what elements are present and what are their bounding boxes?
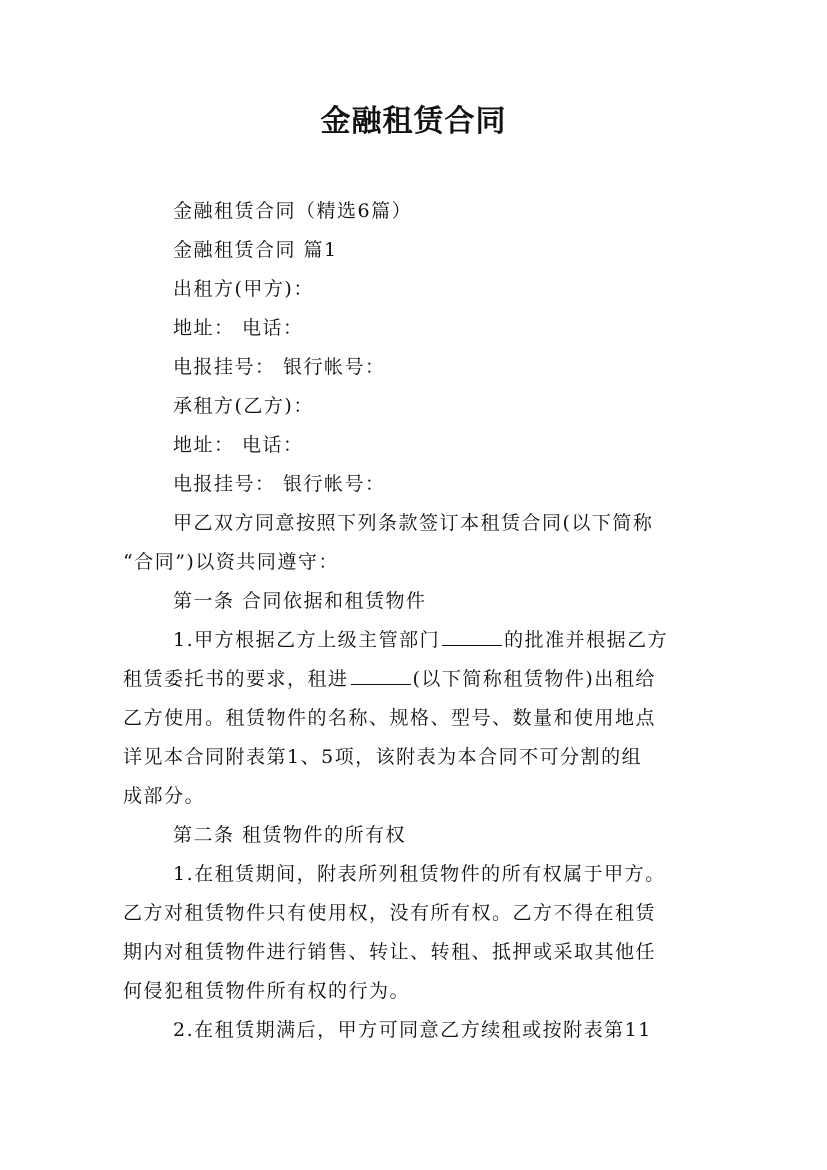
lessee-bank: 电报挂号： 银行帐号： bbox=[173, 473, 386, 495]
lessee-label: 承租方(乙方)： bbox=[173, 395, 314, 417]
article-2-para-line: 乙方对租赁物件只有使用权，没有所有权。乙方不得在租赁 bbox=[123, 902, 657, 924]
agreement-line-2: “合同”)以资共同遵守： bbox=[123, 551, 339, 573]
article-2-para-line: 何侵犯租赁物件所有权的行为。 bbox=[123, 980, 411, 1002]
document-body bbox=[123, 192, 709, 1050]
article-2-para-line: 期内对租赁物件进行销售、转让、转租、抵押或采取其他任 bbox=[123, 941, 657, 963]
agreement-line-1: 甲乙双方同意按照下列条款签订本租赁合同(以下简称 bbox=[173, 512, 654, 534]
article-1-para-line: 乙方使用。租赁物件的名称、规格、型号、数量和使用地点 bbox=[123, 707, 657, 729]
article-2-para-line: 1.在租赁期间，附表所列租赁物件的所有权属于甲方。 bbox=[173, 863, 666, 885]
article-1-para-line: 租赁委托书的要求，租进 (以下简称租赁物件)出租给 bbox=[123, 668, 656, 690]
subtitle: 金融租赁合同（精选6篇） bbox=[173, 200, 413, 222]
lessor-label: 出租方(甲方)： bbox=[173, 278, 314, 300]
blank-underline bbox=[442, 644, 502, 646]
section-heading: 金融租赁合同 篇1 bbox=[173, 239, 338, 261]
article-2-para-line: 2.在租赁期满后，甲方可同意乙方续租或按附表第11 bbox=[173, 1019, 652, 1041]
lessee-address: 地址： 电话： bbox=[173, 434, 304, 456]
article-1-para-line: 成部分。 bbox=[123, 785, 206, 807]
article-1-para-line: 详见本合同附表第1、5项，该附表为本合同不可分割的组 bbox=[123, 746, 643, 768]
lessor-bank: 电报挂号： 银行帐号： bbox=[173, 356, 386, 378]
article-1-para-line: 1.甲方根据乙方上级主管部门 的批准并根据乙方 bbox=[173, 629, 669, 651]
lessor-address: 地址： 电话： bbox=[173, 317, 304, 339]
article-2-title: 第二条 租赁物件的所有权 bbox=[173, 824, 407, 846]
document-title: 金融租赁合同 bbox=[320, 104, 507, 139]
blank-underline bbox=[351, 683, 411, 685]
article-1-title: 第一条 合同依据和租赁物件 bbox=[173, 590, 427, 612]
